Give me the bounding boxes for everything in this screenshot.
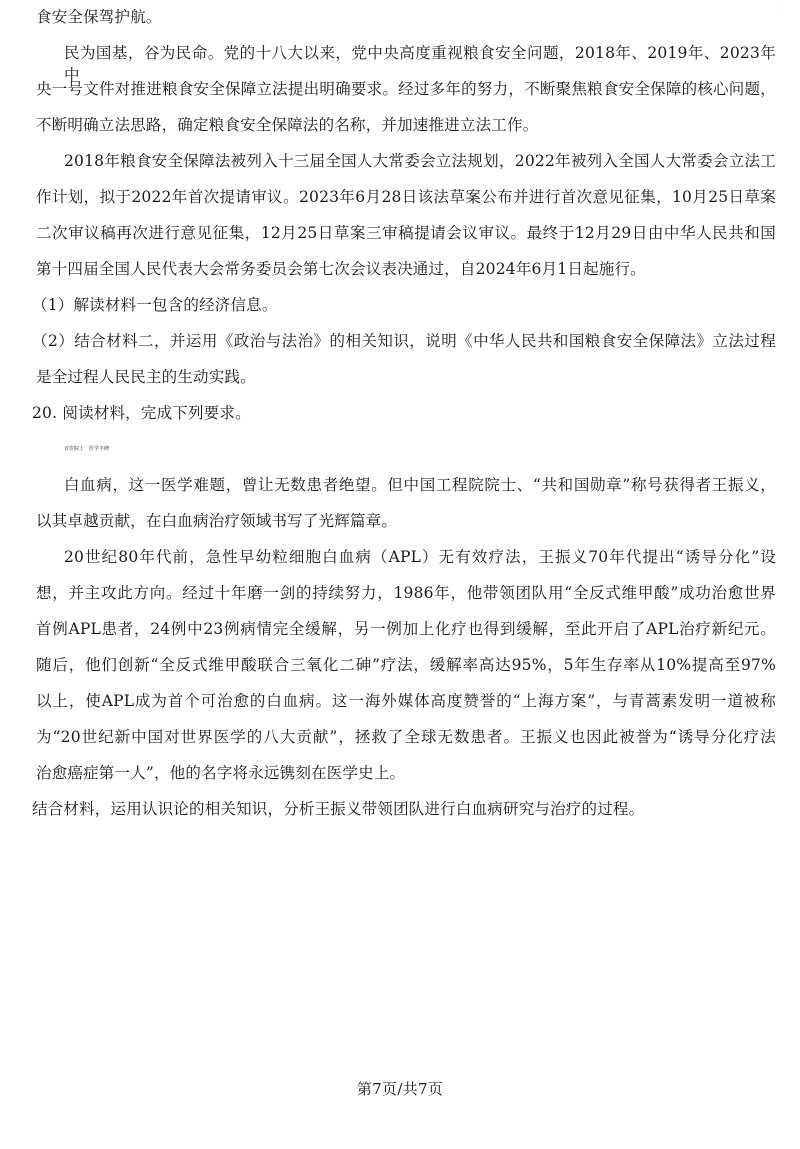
paragraph-line: 为“20世纪新中国对世界医学的八大贡献”，拯救了全球无数患者。王振义也因此被誉为“诱导分化疗法 <box>36 728 776 746</box>
paragraph-line: 随后，他们创新“全反式维甲酸联合三氧化二砷”疗法，缓解率高达95%，5年生存率从10%提高至97% <box>36 656 776 674</box>
paragraph-line: 民为国基，谷为民命。党的十八大以来，党中央高度重视粮食安全问题，2018年、2019年、2023年中 <box>64 44 776 84</box>
question-2: （2）结合材料二，并运用《政治与法治》的相关知识，说明《中华人民共和国粮食安全保障法》立法过程 <box>32 332 776 350</box>
paragraph-line: 治愈癌症第一人”，他的名字将永远镌刻在医学史上。 <box>36 764 406 782</box>
question-20-title: 20. 阅读材料，完成下列要求。 <box>32 404 251 422</box>
paragraph-line: 不断明确立法思路，确定粮食安全保障法的名称，并加速推进立法工作。 <box>36 116 539 134</box>
paragraph-line: 第十四届全国人民代表大会常务委员会第七次会议表决通过，自2024年6月1日起施行。 <box>36 260 646 278</box>
paragraph-line: 白血病，这一医学难题，曾让无数患者绝望。但中国工程院院士、“共和国勋章”称号获得者王振义， <box>64 476 776 494</box>
paragraph-line: 作计划，拟于2022年首次提请审议。2023年6月28日该法草案公布并进行首次意见征集，10月25日草案 <box>36 188 776 206</box>
paragraph-line: 2018年粮食安全保障法被列入十三届全国人大常委会立法规划，2022年被列入全国人大常委会立法工 <box>64 152 776 170</box>
paragraph-line: 央一号文件对推进粮食安全保障立法提出明确要求。经过多年的努力，不断聚焦粮食安全保障的核心问题， <box>36 80 776 98</box>
question-2-continuation: 是全过程人民民主的生动实践。 <box>36 368 256 386</box>
question-20-prompt: 结合材料，运用认识论的相关知识，分析王振义带领团队进行白血病研究与治疗的过程。 <box>32 800 645 818</box>
paragraph-line: 首例APL患者，24例中23例病情完全缓解，另一例加上化疗也得到缓解，至此开启了APL治疗新纪元。 <box>36 620 776 638</box>
question-1: （1）解读材料一包含的经济信息。 <box>32 296 278 314</box>
text-line-continuation: 食安全保驾护航。 <box>36 8 162 26</box>
paragraph-line: 20世纪80年代前，急性早幼粒细胞白血病（APL）无有效疗法，王振义70年代提出“诱导分化”设 <box>64 548 776 566</box>
paragraph-line: 二次审议稿再次进行意见征集，12月25日草案三审稿提请会议审议。最终于12月29日由中华人民共和国 <box>36 224 776 242</box>
page-footer: 第7页/共7页 <box>356 1080 444 1098</box>
paragraph-line: 以上，使APL成为首个可治愈的白血病。这一海外媒体高度赞誉的“上海方案”，与青蒿素发明一道被称 <box>36 692 776 710</box>
paragraph-line: 以其卓越贡献，在白血病治疗领域书写了光辉篇章。 <box>36 512 398 530</box>
material-heading: 百岁院士 医学丰碑 <box>64 446 110 452</box>
scan-dot-icon: · <box>780 4 783 13</box>
paragraph-line: 想，并主攻此方向。经过十年磨一剑的持续努力，1986年，他带领团队用“全反式维甲酸”成功治愈世界 <box>36 584 776 602</box>
